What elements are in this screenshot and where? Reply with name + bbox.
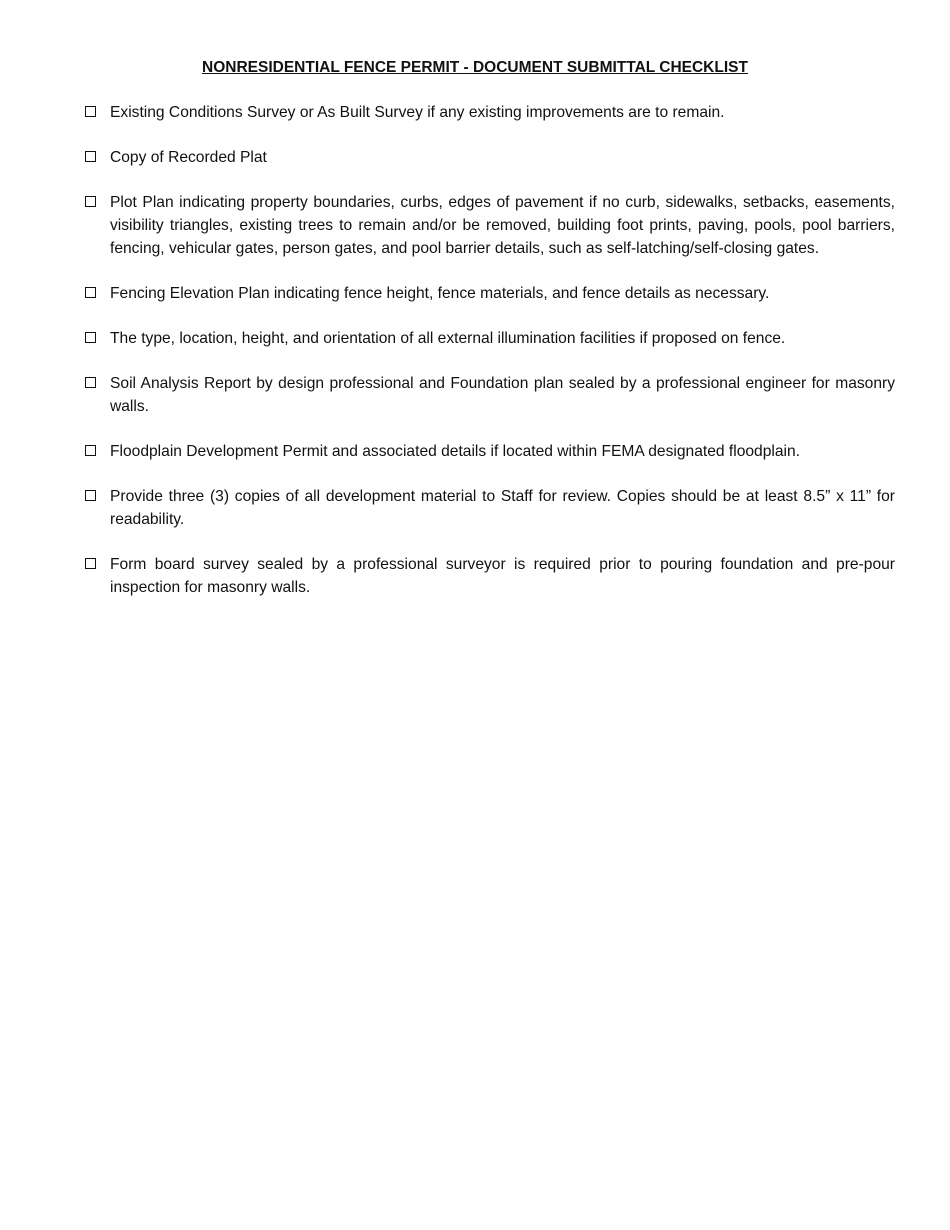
checklist-item [85,282,895,305]
checklist-item [85,101,895,124]
checklist-item-text: The type, location, height, and orientation of all external illumination facilities if proposed on fence. [110,330,786,347]
checkbox-icon[interactable] [85,106,96,117]
checklist-item-text: Existing Conditions Survey or As Built Survey if any existing improvements are to remain. [110,104,725,121]
checkbox-icon[interactable] [85,377,96,388]
checklist-item-text: Soil Analysis Report by design professional and Foundation plan sealed by a professional engineer for masonry walls. [110,375,895,415]
checklist-item [85,146,895,169]
page-title: NONRESIDENTIAL FENCE PERMIT - DOCUMENT SUBMITTAL CHECKLIST [202,59,748,76]
checklist-item-text: Copy of Recorded Plat [110,149,267,166]
checklist-item [85,191,895,260]
checklist-item [85,440,895,463]
checklist-item-text: Fencing Elevation Plan indicating fence height, fence materials, and fence details as necessary. [110,285,770,302]
checklist-item-text: Provide three (3) copies of all development material to Staff for review. Copies should be at least 8.5” x 11” for readability. [110,488,895,528]
checkbox-icon[interactable] [85,287,96,298]
checkbox-icon[interactable] [85,332,96,343]
checkbox-icon[interactable] [85,151,96,162]
submittal-checklist [85,101,895,621]
checkbox-icon[interactable] [85,445,96,456]
checklist-item-text: Floodplain Development Permit and associated details if located within FEMA designated floodplain. [110,443,800,460]
checkbox-icon[interactable] [85,196,96,207]
checklist-item-text: Plot Plan indicating property boundaries, curbs, edges of pavement if no curb, sidewalks, setbacks, easements, visibility triangles, existing trees to remain and/or be removed, building foot prints, paving, pools, pool barriers, fencing, vehicular gates, person gates, and pool barrier details, such as self-latching/self-closing gates. [110,194,895,257]
checklist-item [85,553,895,599]
checkbox-icon[interactable] [85,558,96,569]
checklist-item-text: Form board survey sealed by a professional surveyor is required prior to pouring foundation and pre-pour inspection for masonry walls. [110,556,895,596]
checkbox-icon[interactable] [85,490,96,501]
checklist-item [85,372,895,418]
checklist-item [85,485,895,531]
checklist-item [85,327,895,350]
